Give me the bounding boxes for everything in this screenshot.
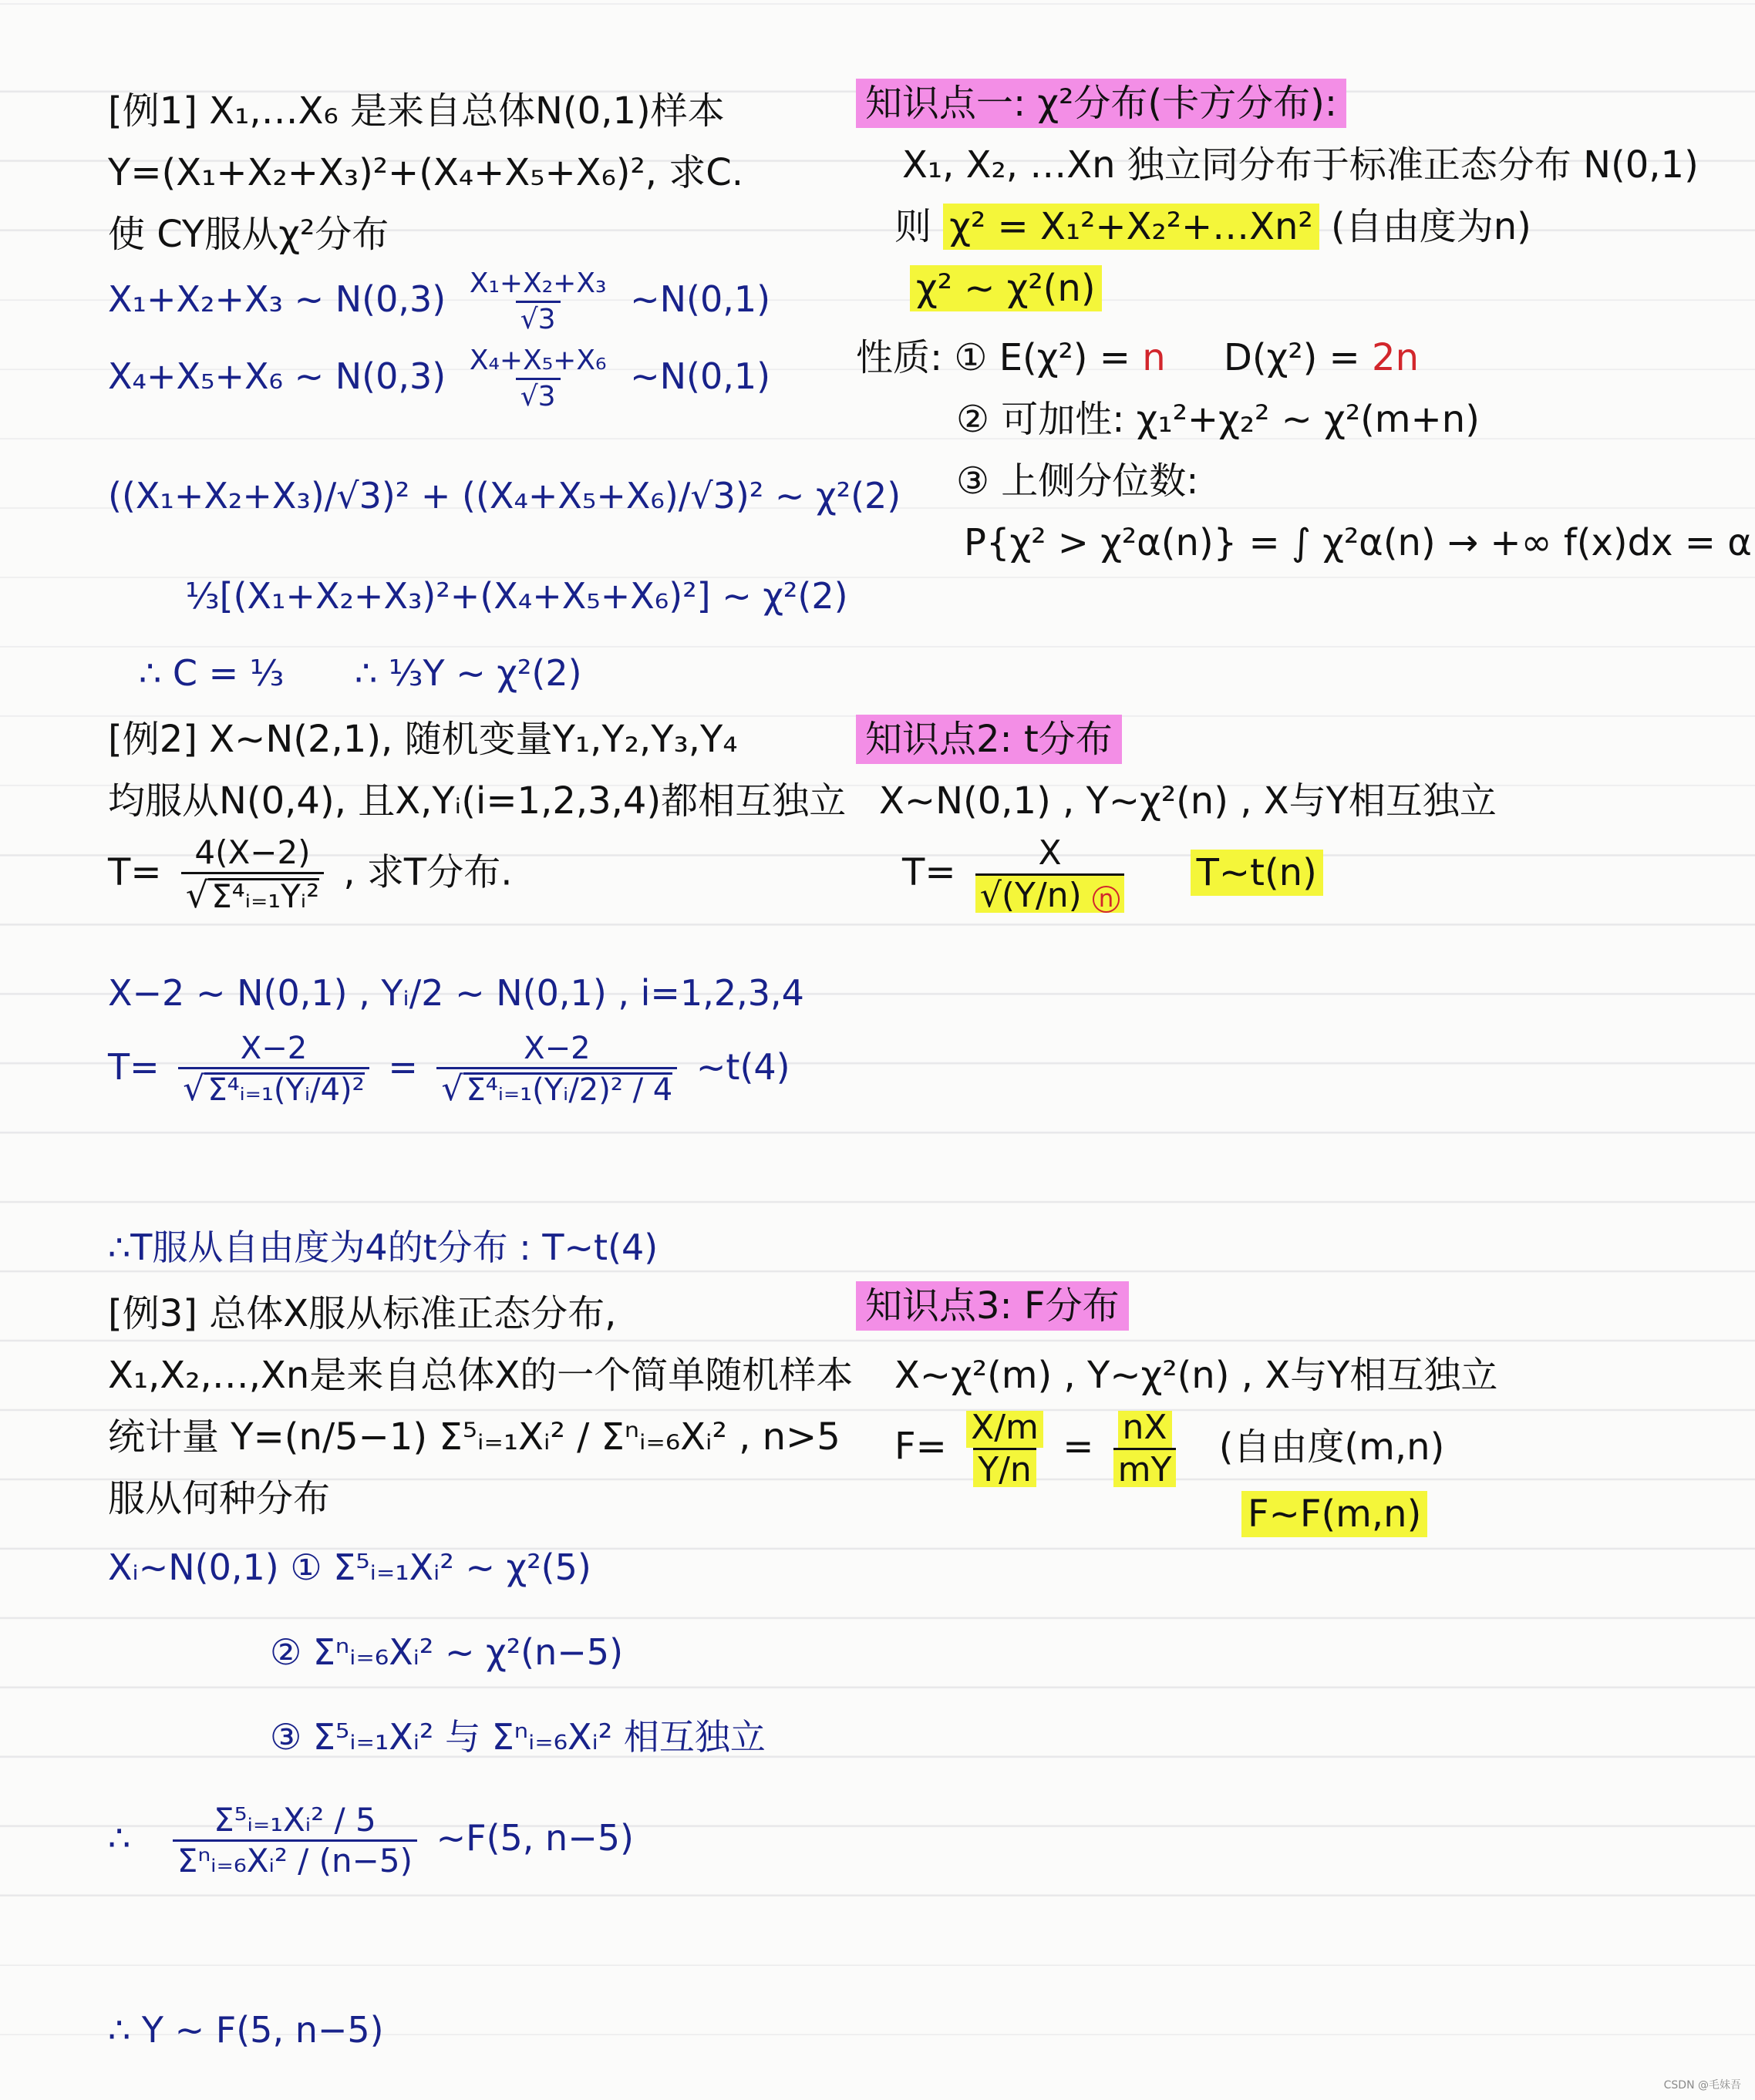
- ex1-line4: [108, 270, 770, 334]
- ex1-line5-left: X₄+X₅+X₆ ~ N(0,3): [108, 355, 446, 397]
- ex1-line8b: ∴ ⅓Y ~ χ²(2): [355, 652, 582, 694]
- ex2-line5-denominator-2: [436, 1067, 677, 1109]
- kp1-line4-var: D(χ²) =: [1223, 336, 1360, 379]
- kp3-line2-numerator-1: X/m: [966, 1411, 1043, 1448]
- kp1-line4-2n: 2n: [1372, 336, 1419, 379]
- ex2-line5-tail: ~t(4): [696, 1046, 790, 1088]
- kp2-line2-radicand: √(Y/n): [979, 876, 1082, 915]
- ex2-line5-equals: =: [388, 1046, 418, 1088]
- kp2-line2: [902, 833, 1323, 915]
- ex3-line1: [例3] 总体X服从标准正态分布,: [108, 1292, 617, 1335]
- ex3-line8-numerator: Σ⁵ᵢ₌₁Xᵢ² / 5: [214, 1801, 376, 1839]
- kp1-line1: X₁, X₂, …Xn 独立同分布于标准正态分布 N(0,1): [902, 143, 1699, 187]
- ex2-line1: [例2] X~N(2,1), 随机变量Y₁,Y₂,Y₃,Y₄: [108, 718, 738, 761]
- ex1-line4-left: X₁+X₂+X₃ ~ N(0,3): [108, 278, 446, 320]
- ex3-line8-denominator: Σⁿᵢ₌₆Xᵢ² / (n−5): [173, 1839, 417, 1877]
- ex1-line4-denominator: √3: [516, 301, 561, 334]
- ex3-line8-tail: ~F(5, n−5): [436, 1817, 634, 1859]
- kp3-title: [856, 1284, 1129, 1328]
- ex2-line3-tail: , 求T分布.: [343, 850, 513, 894]
- kp2-line2-highlight: T~t(n): [1191, 850, 1323, 896]
- kp3-title-highlight: 知识点3: F分布: [856, 1281, 1129, 1331]
- kp3-line2-fraction-1: [966, 1408, 1043, 1489]
- kp1-line4-n: n: [1142, 336, 1166, 379]
- ex3-line3: 统计量 Y=(n/5−1) Σ⁵ᵢ₌₁Xᵢ² / Σⁿᵢ₌₆Xᵢ² , n>5: [108, 1415, 840, 1459]
- ex1-line2: Y=(X₁+X₂+X₃)²+(X₄+X₅+X₆)², 求C.: [108, 151, 744, 194]
- ex3-line8-fraction: [173, 1801, 417, 1880]
- ex2-line5-denominator-1: [178, 1067, 369, 1109]
- ex2-line6: ∴T服从自由度为4的t分布 : T~t(4): [108, 1227, 659, 1268]
- kp1-line4: [856, 336, 1419, 379]
- kp2-line2-denominator: [975, 873, 1125, 913]
- ex2-line3-label: T=: [108, 850, 162, 894]
- kp2-circled-n: n: [1093, 886, 1120, 913]
- kp3-line2-numerator-2: nX: [1118, 1411, 1172, 1448]
- ex2-line3-denominator: [181, 872, 324, 916]
- kp3-line2-denominator-1: Y/n: [973, 1448, 1036, 1487]
- ex3-line5: Xᵢ~N(0,1) ① Σ⁵ᵢ₌₁Xᵢ² ~ χ²(5): [108, 1546, 591, 1588]
- ex2-line2: 均服从N(0,4), 且X,Yᵢ(i=1,2,3,4)都相互独立: [108, 779, 847, 823]
- kp1-line4-prop: 性质: ① E(χ²) =: [856, 336, 1130, 379]
- ex2-line5-fraction-2: [436, 1031, 677, 1109]
- ex2-line5-fraction-1: [178, 1031, 369, 1109]
- kp2-title: [856, 718, 1122, 761]
- ex3-line8-therefore: ∴: [108, 1817, 131, 1859]
- ex1-line4-right: ~N(0,1): [630, 278, 771, 320]
- ex1-line8a: ∴ C = ⅓: [139, 652, 285, 694]
- kp1-line3-highlight: χ² ~ χ²(n): [910, 265, 1102, 311]
- watermark: CSDN @毛妹吾: [1663, 2079, 1741, 2092]
- ex2-line3-radicand: Σ⁴ᵢ₌₁Yᵢ²: [208, 878, 319, 913]
- kp3-line2-tail: (自由度(m,n): [1218, 1425, 1445, 1469]
- kp1-line2-suffix: (自由度为n): [1330, 205, 1531, 248]
- ex2-line5: [108, 1031, 790, 1109]
- ex3-line8: [108, 1801, 634, 1880]
- ex1-line5-denominator: √3: [516, 378, 561, 411]
- ex3-line4: 服从何种分布: [108, 1477, 331, 1520]
- kp2-line1: X~N(0,1) , Y~χ²(n) , X与Y相互独立: [879, 779, 1497, 823]
- kp1-line6: ③ 上侧分位数:: [956, 459, 1199, 503]
- kp2-line2-fraction: [975, 833, 1125, 915]
- ex1-line4-numerator: X₁+X₂+X₃: [469, 268, 607, 299]
- ex2-line5-numerator-1: X−2: [240, 1031, 308, 1066]
- ex1-line6: ((X₁+X₂+X₃)/√3)² + ((X₄+X₅+X₆)/√3)² ~ χ²(2): [108, 475, 901, 517]
- kp1-line5: ② 可加性: χ₁²+χ₂² ~ χ²(m+n): [956, 398, 1480, 441]
- ex3-line9: ∴ Y ~ F(5, n−5): [108, 2009, 384, 2051]
- sqrt-icon: √: [183, 1069, 205, 1109]
- ex1-line5: [108, 347, 770, 411]
- ex2-line5-radicand-1: Σ⁴ᵢ₌₁(Yᵢ/4)²: [204, 1072, 364, 1106]
- ex2-line5-numerator-2: X−2: [524, 1031, 591, 1066]
- ex1-line5-numerator: X₄+X₅+X₆: [469, 345, 607, 376]
- kp2-title-highlight: 知识点2: t分布: [856, 715, 1122, 764]
- ex1-line5-fraction: [465, 347, 611, 411]
- ex2-line5-label: T=: [108, 1046, 160, 1088]
- ex2-line3-numerator: 4(X−2): [194, 833, 311, 871]
- ex1-line3: 使 CY服从χ²分布: [108, 213, 389, 256]
- kp3-line2-equals: =: [1063, 1425, 1094, 1469]
- kp3-line2: [894, 1408, 1445, 1489]
- kp2-line2-numerator: X: [1038, 833, 1062, 873]
- kp3-line2-fraction-2: [1113, 1408, 1177, 1489]
- ex2-line5-radicand-2: Σ⁴ᵢ₌₁(Yᵢ/2)² / 4: [463, 1072, 673, 1106]
- ex3-line2: X₁,X₂,…,Xn是来自总体X的一个简单随机样本: [108, 1354, 854, 1397]
- sqrt-icon: √: [185, 874, 209, 916]
- ex3-line6: ② Σⁿᵢ₌₆Xᵢ² ~ χ²(n−5): [270, 1631, 624, 1673]
- ex1-line5-right: ~N(0,1): [630, 355, 771, 397]
- kp3-line3: [1241, 1493, 1427, 1536]
- ex1-line4-fraction: [465, 270, 611, 334]
- kp3-line3-highlight: F~F(m,n): [1241, 1491, 1427, 1537]
- kp1-line7: P{χ² > χ²α(n)} = ∫ χ²α(n) → +∞ f(x)dx = α: [964, 521, 1752, 564]
- ex2-line4: X−2 ~ N(0,1) , Yᵢ/2 ~ N(0,1) , i=1,2,3,4: [108, 972, 804, 1014]
- kp1-line2-prefix: 则: [894, 205, 932, 248]
- kp2-line2-label: T=: [902, 850, 956, 894]
- kp3-line2-label: F=: [894, 1425, 947, 1469]
- kp3-line1: X~χ²(m) , Y~χ²(n) , X与Y相互独立: [894, 1354, 1498, 1397]
- ex2-line3: [108, 833, 513, 916]
- sqrt-icon: √: [441, 1069, 463, 1109]
- ex2-line3-fraction: [181, 833, 324, 916]
- ex1-line7: ⅓[(X₁+X₂+X₃)²+(X₄+X₅+X₆)²] ~ χ²(2): [185, 575, 848, 617]
- kp1-line2-highlight: χ² = X₁²+X₂²+…Xn²: [943, 204, 1319, 250]
- kp3-line2-denominator-2: mY: [1113, 1448, 1177, 1487]
- ex1-line1: [例1] X₁,…X₆ 是来自总体N(0,1)样本: [108, 89, 725, 133]
- ex3-line7: ③ Σ⁵ᵢ₌₁Xᵢ² 与 Σⁿᵢ₌₆Xᵢ² 相互独立: [270, 1716, 766, 1758]
- kp1-line3: [910, 267, 1102, 310]
- kp1-title-highlight: 知识点一: χ²分布(卡方分布):: [856, 79, 1346, 128]
- kp1-title: [856, 82, 1346, 125]
- kp1-line2: [894, 205, 1531, 248]
